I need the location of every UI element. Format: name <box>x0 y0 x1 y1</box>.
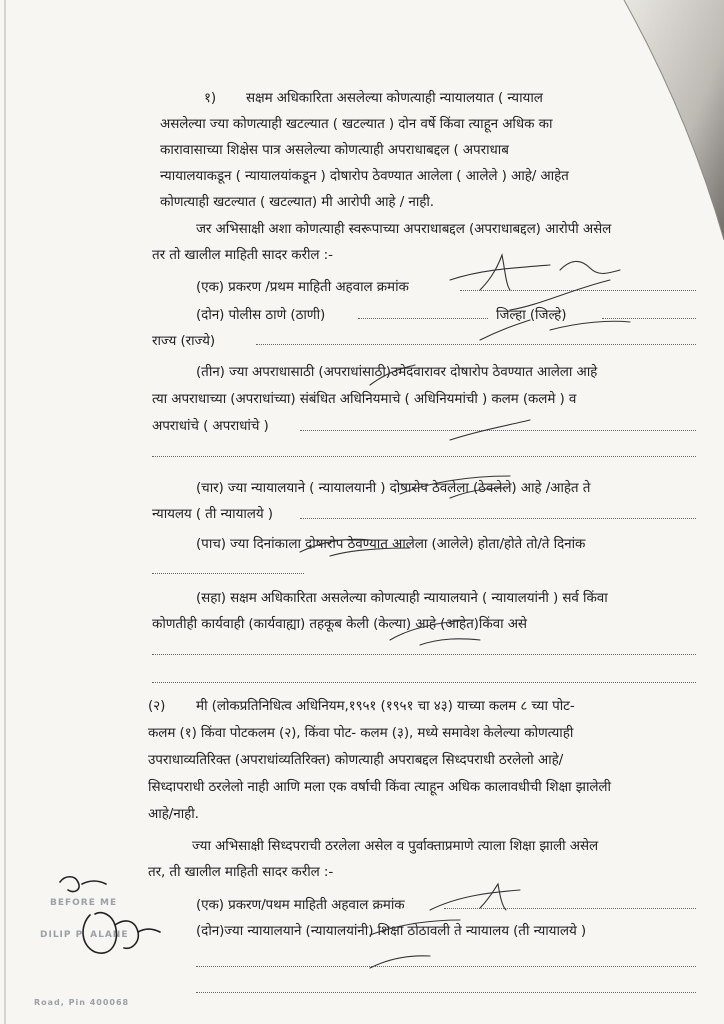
section2-item-ek-label: (एक) प्रकरण/पथम माहिती अहवाल क्रमांक <box>196 897 405 913</box>
pen-stroke <box>560 261 620 273</box>
item-char-line-1: (चार) ज्या न्यायालयाने ( न्यायालयानी ) दोषारोप ठेवलेला (ठेवलेले) आहे /आहेत ते <box>196 480 591 496</box>
section2-intro-1: ज्या अभिसाक्षी सिध्दपराची ठरलेला असेल व पुर्वाक्ताप्रमाणे त्याला शिक्षा झाली असेल <box>192 838 599 854</box>
section2-line-1: मी (लोकप्रतिनिधित्व अधिनियम,१९५१ (१९५१ चा ४३) याच्या कलम ८ च्या पोट- <box>196 698 575 714</box>
pen-stroke <box>370 956 430 968</box>
item-saha-line-1: (सहा) सक्षम अधिकारिता असलेल्या कोणत्याही न्यायालयाने ( न्यायालयांनी ) सर्व किंवा <box>196 590 608 606</box>
item-don-police-label: (दोन) पोलीस ठाणे (ठाणी) <box>196 307 326 323</box>
pen-stroke <box>370 920 460 935</box>
pen-stroke <box>420 639 480 645</box>
section2-line-4: सिध्दापराधी ठरलेलो नाही आणि मला एक वर्षाची किंवा त्याहून अधिक कालावधीची शिक्षा झालेली <box>148 779 611 795</box>
item-rajya-label: राज्य (राज्ये) <box>152 333 216 349</box>
section2-line-5: आहे/नाही. <box>148 806 199 822</box>
section1-line-2: असलेल्या ज्या कोणत्याही खटल्यात ( खटल्यात ) दोन वर्षे किंवा त्याहून अधिक का <box>160 116 553 132</box>
handwriting-strokes <box>150 250 710 680</box>
section1-line-4: न्यायालयाकडून ( न्यायालयांकडून ) दोषारोप ठेवण्यात आलेला ( आलेले ) आहे/ आहेत <box>160 168 569 184</box>
section2-line-3: उपराधाव्यतिरिक्त (अपराधांव्यतिरिक्त) कोणत्याही अपराबद्दल सिध्दपराधी ठरलेलो आहे/ <box>148 752 564 768</box>
section1-line-3: कारावासाच्या शिक्षेस पात्र असलेल्या कोणत्याही अपराधाबद्दल ( अपराधाब <box>160 142 509 158</box>
item-teen-line-1: (तीन) ज्या अपराधासाठी (अपराधांसाठी)उमेदवारावर दोषारोप ठेवण्यात आलेला आहे <box>196 364 598 380</box>
pen-stroke <box>510 280 610 310</box>
pen-stroke <box>370 365 415 385</box>
pen-stroke <box>480 255 510 290</box>
pen-stroke <box>480 320 530 340</box>
stamp-line-1: BEFORE ME <box>50 898 118 908</box>
section2-number: (२) <box>148 698 166 714</box>
pen-stroke <box>400 476 510 494</box>
signature-icon <box>20 870 200 1020</box>
item-don-district-label: जिल्हा (जिल्हे) <box>496 307 567 323</box>
section2-intro-2: तर, ती खालील माहिती सादर करील :- <box>148 864 334 880</box>
folded-corner <box>564 0 724 240</box>
item-char-line-2: न्यायलय ( ती न्यायालये ) <box>152 506 273 522</box>
item-teen-line-2: त्या अपराधाच्या (अपराधांच्या) संबंधित अधिनियमाचे ( अधिनियमांची ) कलम (कलमे ) व <box>152 391 577 407</box>
item-saha-line-2: कोणतीही कार्यवाही (कार्यवाह्या) तहकूब केली (केल्या) आहे (आहेत)किंवा असे <box>152 616 527 632</box>
pen-stroke <box>550 321 630 330</box>
section2-item-don-blank-2 <box>196 992 696 993</box>
pen-stroke <box>330 548 410 556</box>
section2-item-don-label: (दोन)ज्या न्यायालयाने (न्यायालयांनी) शिक्षा ठोठावली ते न्यायालय (ती न्यायालये ) <box>196 923 587 939</box>
section1-intro-1: जर अभिसाक्षी अशा कोणत्याही स्वरूपाच्या अपराधाबद्दल (अपराधाबद्दल) आरोपी असेल <box>196 221 612 237</box>
item-teen-line-3: अपराधांचे ( अपराधांचे ) <box>152 418 269 434</box>
section1-line-1: सक्षम अधिकारिता असलेल्या कोणत्याही न्यायालयात ( न्यायाल <box>246 90 543 106</box>
item-pach-label: (पाच) ज्या दिनांकाला दोषारोप ठेवण्यात आलेला (आलेले) होता/होते तो/ते दिनांक <box>196 536 586 552</box>
pen-stroke <box>390 620 470 640</box>
section2-line-2: कलम (१) किंवा पोटकलम (२), किंवा पोट- कलम (३), मध्ये समावेश केलेल्या कोणत्याही <box>148 725 574 741</box>
item-ek-label: (एक) प्रकरण /प्रथम माहिती अहवाल क्रमांक <box>196 279 409 295</box>
section1-line-5: कोणत्याही खटल्यात ( खटल्यात) मी आरोपी आहे / नाही. <box>160 194 434 210</box>
pen-stroke <box>450 265 550 280</box>
pen-stroke <box>480 884 506 910</box>
section1-number: १) <box>204 90 217 106</box>
stamp-line-3: Road, Pin 400068 <box>34 998 130 1007</box>
item-saha-blank-2 <box>152 682 696 683</box>
handwriting-strokes-lower <box>220 880 700 980</box>
pen-stroke <box>450 488 505 498</box>
pen-stroke <box>450 420 530 440</box>
page-edge-shadow <box>4 0 6 1024</box>
stamp-line-2: DILIP P. ALANE <box>40 930 129 940</box>
section1-intro-2: तर तो खालील माहिती सादर करील :- <box>152 247 333 263</box>
notary-stamp <box>20 870 200 1020</box>
pen-stroke <box>430 890 520 910</box>
